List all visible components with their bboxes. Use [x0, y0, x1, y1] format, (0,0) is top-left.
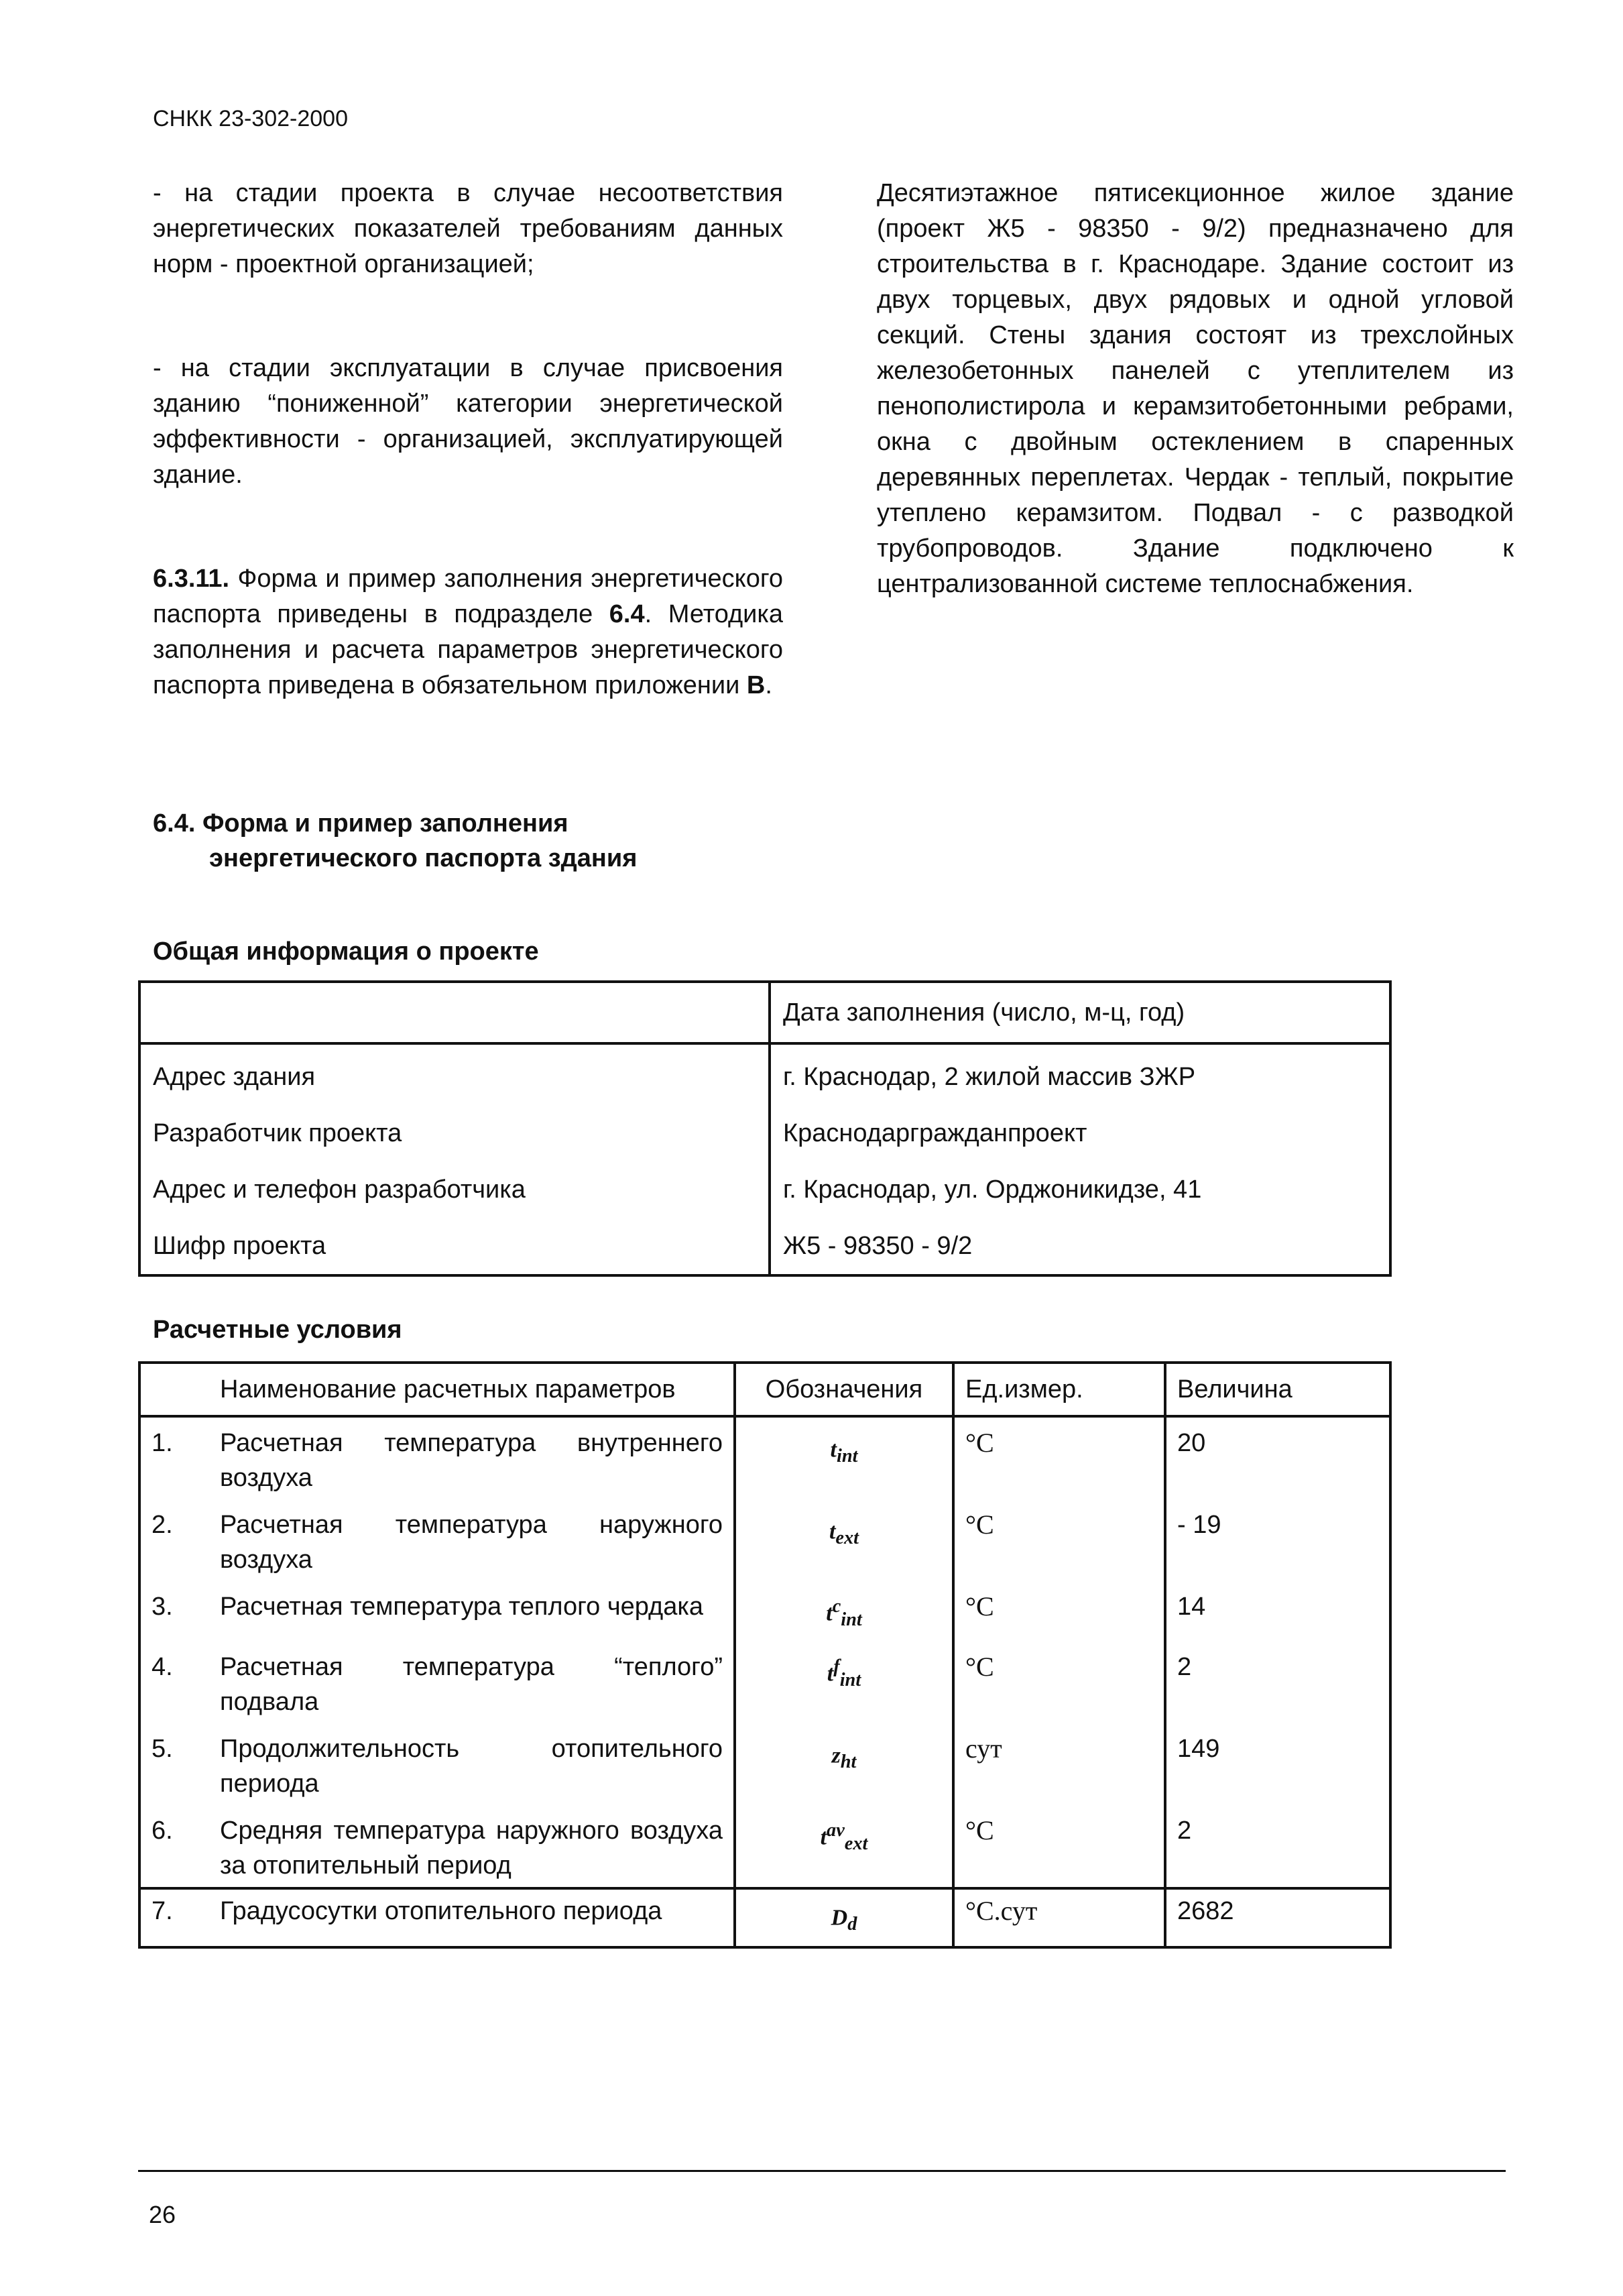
conditions-table [138, 1361, 1392, 1949]
table-row [139, 1416, 1390, 1499]
row-value: - 19 [1177, 1511, 1221, 1539]
row-parameter: Расчетная температура внутреннего воздуха [209, 1416, 735, 1499]
section-title-line-1: 6.4. Форма и пример заполнения [153, 809, 568, 838]
row-unit: °C [953, 1642, 1165, 1723]
row-label: Адрес здания [139, 1043, 770, 1105]
row-value: Ж5 - 98350 - 9/2 [783, 1231, 973, 1260]
row-unit: °C [953, 1499, 1165, 1581]
general-info-caption: Общая информация о проекте [153, 937, 539, 966]
table-row [139, 1218, 1390, 1275]
row-label: Адрес и телефон разработчика [139, 1161, 770, 1218]
row-number: 3. [152, 1593, 173, 1621]
row-unit: °C [953, 1416, 1165, 1499]
row-number: 7. [139, 1888, 209, 1947]
page-number: 26 [149, 2201, 176, 2228]
header-empty-cell [139, 982, 770, 1043]
table-row [139, 1499, 1390, 1581]
row-symbol: $t^c_{int}$ [735, 1581, 953, 1642]
header-symbol: Обозначения [735, 1363, 953, 1416]
paragraph-6-3-11: 6.3.11. Форма и пример заполнения энергетического паспорта приведены в подразделе 6.4. Методика заполнения и расчета параметров энергетического паспорта приведена в обязательном приложении В. [153, 565, 783, 699]
row-number: 1. [152, 1429, 173, 1457]
row-value: 20 [1177, 1429, 1206, 1457]
row-symbol: $t^f_{int}$ [735, 1642, 953, 1723]
row-parameter: Продолжительность отопительного периода [209, 1723, 735, 1805]
section-ref: 6.4 [609, 600, 645, 628]
row-value: Краснодаргражданпроект [783, 1118, 1087, 1147]
general-info-table [138, 980, 1392, 1277]
section-title-line-2: энергетического паспорта здания [209, 844, 638, 872]
row-label: Разработчик проекта [139, 1105, 770, 1161]
row-parameter: Средняя температура наружного воздуха за отопительный период [209, 1805, 735, 1888]
row-value: г. Краснодар, 2 жилой массив ЗЖР [783, 1062, 1196, 1091]
row-number: 5. [152, 1735, 173, 1764]
right-column [877, 176, 1514, 602]
appendix-ref: В [746, 671, 766, 699]
row-unit: °C [953, 1581, 1165, 1642]
row-value: 2 [1177, 1817, 1192, 1845]
header-number [139, 1363, 209, 1416]
row-value: 14 [1177, 1593, 1206, 1621]
row-value: 149 [1177, 1735, 1220, 1764]
row-number: 6. [152, 1817, 173, 1845]
header-unit: Ед.измер. [953, 1363, 1165, 1416]
row-number: 4. [152, 1653, 173, 1682]
paragraph-operation-stage: - на стадии эксплуатации в случае присвоения зданию “пониженной” категории энергетической эффективности - организацией, эксплуатирующей здание. [153, 354, 783, 489]
conditions-caption: Расчетные условия [153, 1316, 402, 1344]
row-symbol: $t_{ext}$ [735, 1499, 953, 1581]
table-row [139, 1642, 1390, 1723]
paragraph-project-stage: - на стадии проекта в случае несоответствия энергетических показателей требованиям данных норм - проектной организацией; [153, 179, 783, 278]
row-value: г. Краснодар, ул. Орджоникидзе, 41 [783, 1175, 1202, 1204]
table-row [139, 1043, 1390, 1105]
row-symbol: $D_d$ [735, 1888, 953, 1947]
row-parameter: Расчетная температура наружного воздуха [209, 1499, 735, 1581]
document-code: СНКК 23-302-2000 [153, 106, 348, 131]
header-parameter-name: Наименование расчетных параметров [209, 1363, 735, 1416]
left-column [153, 176, 783, 703]
table-row [139, 1888, 1390, 1947]
table-header-row [139, 1363, 1390, 1416]
paragraph-building-description: Десятиэтажное пятисекционное жилое здание (проект Ж5 - 98350 - 9/2) предназначено для строительства в г. Краснодаре. Здание состоит из двух торцевых, двух рядовых и одной угловой секций. Стены здания состоят из трехслойных железобетонных панелей с утеплителем из пенополистирола и керамзитобетонными ребрами, окна с двойным остеклением в спаренных деревянных переплетах. Чердак - теплый, покрытие утеплено керамзитом. Подвал - с разводкой трубопроводов. Здание подключено к централизованной системе теплоснабжения. [877, 179, 1514, 598]
row-value: 2682 [1165, 1888, 1390, 1947]
row-unit: сут [953, 1723, 1165, 1805]
row-number: 2. [152, 1511, 173, 1539]
table-row [139, 1105, 1390, 1161]
row-label: Шифр проекта [139, 1218, 770, 1275]
row-parameter: Расчетная температура теплого чердака [209, 1581, 735, 1642]
row-symbol: $t^{av}_{ext}$ [735, 1805, 953, 1888]
footer-divider [138, 2170, 1506, 2172]
row-parameter: Градусосутки отопительного периода [209, 1888, 735, 1947]
clause-number: 6.3.11. [153, 565, 230, 593]
table-header-row [139, 982, 1390, 1043]
row-unit: °C [953, 1805, 1165, 1888]
table-row [139, 1581, 1390, 1642]
header-value: Величина [1165, 1363, 1390, 1416]
row-unit: °C.сут [953, 1888, 1165, 1947]
section-title [153, 806, 637, 876]
table-row [139, 1161, 1390, 1218]
row-parameter: Расчетная температура “теплого” подвала [209, 1642, 735, 1723]
row-value: 2 [1177, 1653, 1192, 1682]
row-symbol: $t_{int}$ [735, 1416, 953, 1499]
row-symbol: $z_{ht}$ [735, 1723, 953, 1805]
table-row [139, 1805, 1390, 1888]
header-fill-date: Дата заполнения (число, м-ц, год) [770, 982, 1390, 1043]
table-row [139, 1723, 1390, 1805]
